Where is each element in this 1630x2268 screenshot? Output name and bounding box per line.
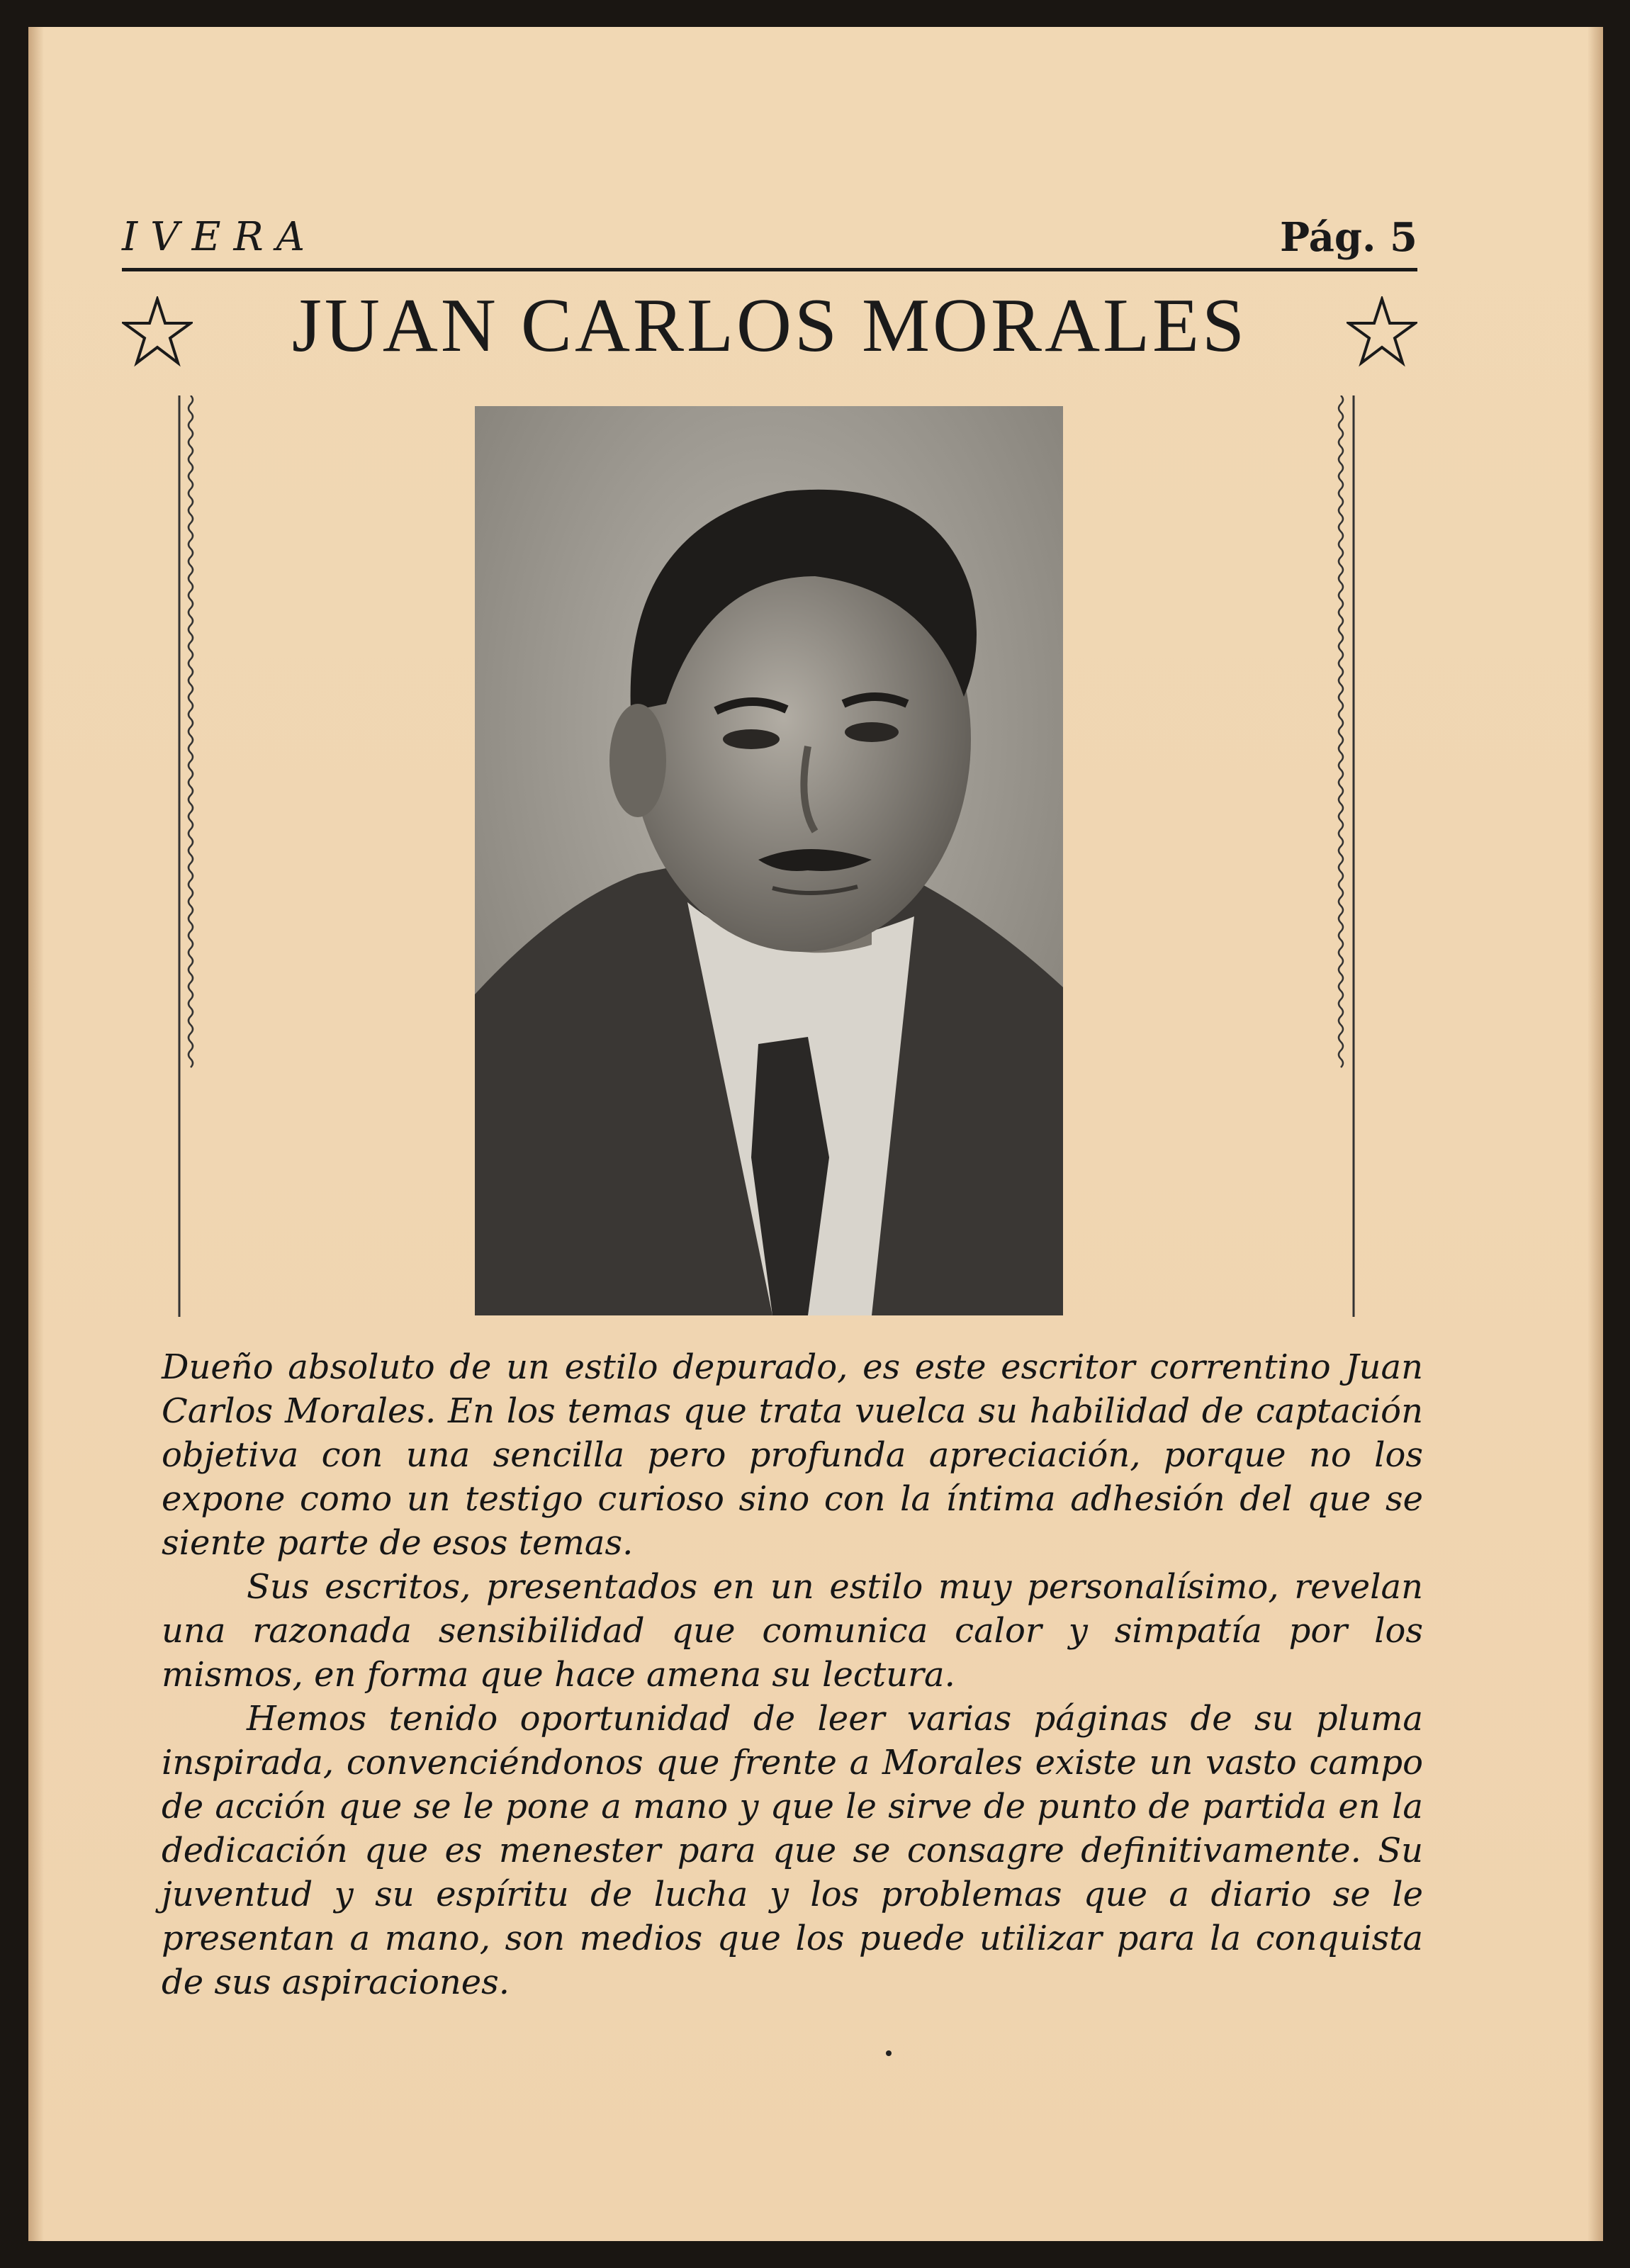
article-paragraph: Hemos tenido oportunidad de leer varias páginas de su pluma inspirada, convenciéndonos que frente a Morales existe un vasto campo de acción que se le pone a mano y que le sirve de punto de partida en la dedicación que es menester para que se consagre definitivamente. Su juventud y su espíritu de lucha y los problemas que a diario se le presentan a mano, son medios que los puede utilizar para la conquista de sus aspiraciones. <box>162 1699 1423 2002</box>
publication-title: IVERA <box>122 214 318 260</box>
page-number: Pág. 5 <box>1279 214 1417 261</box>
star-outline-icon <box>1347 296 1417 367</box>
magazine-page <box>28 27 1603 2241</box>
article-body <box>162 1345 1423 2004</box>
header-rule <box>122 268 1417 271</box>
ink-dot <box>886 2050 892 2056</box>
article-title: JUAN CARLOS MORALES <box>291 284 1248 368</box>
decorative-frame-line <box>1331 395 1359 1317</box>
star-outline-icon <box>122 296 193 367</box>
running-head <box>122 189 1417 266</box>
decorative-frame-line <box>174 395 202 1317</box>
article-paragraph: Dueño absoluto de un estilo depurado, es este escritor correntino Juan Carlos Morales. En los temas que trata vuelca su habilidad de captación objetiva con una sencilla pero profunda apreciación, porque no los expone como un testigo curioso sino con la íntima adhesión del que se siente parte de esos temas. <box>162 1347 1423 1563</box>
article-paragraph: Sus escritos, presentados en un estilo muy personalísimo, revelan una razonada sensibilidad que comunica calor y simpatía por los mismos, en forma que hace amena su lectura. <box>162 1567 1423 1695</box>
headline <box>122 282 1417 388</box>
portrait-photo <box>475 406 1063 1315</box>
